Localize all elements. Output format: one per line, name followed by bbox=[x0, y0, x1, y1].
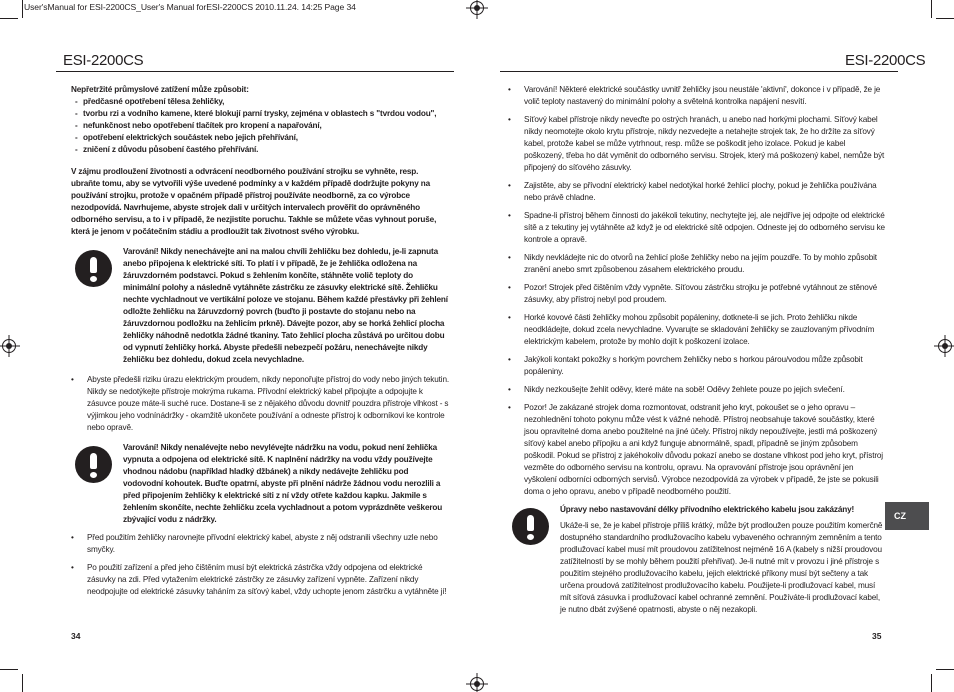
bullet-item bbox=[71, 532, 449, 556]
bullet-item bbox=[508, 402, 886, 498]
header-rule-left bbox=[56, 71, 454, 72]
crop-mark bbox=[936, 18, 954, 19]
list-item: - zničení z důvodu působení častého přehřívání. bbox=[83, 144, 449, 156]
bullet-text: • Spadne-li přístroj během činnosti do jakékoli tekutiny, nechytejte jej, ale nejdříve jej odpojte od elektrické sítě a z tekutiny jej vytáhněte až když je od elektrické sítě odpojen. Odneste jej do odborného servisu ke kontrole a opravě. bbox=[524, 211, 885, 244]
bullet-text: • Před použitím žehličky narovnejte přívodní elektrický kabel, abyste z něj odstranili všechny uzle nebo smyčky. bbox=[87, 533, 438, 554]
crop-mark bbox=[0, 18, 18, 19]
intro-title: Nepřetržité průmyslové zatížení může způsobit: bbox=[71, 85, 249, 94]
page-number-left: 34 bbox=[71, 631, 81, 641]
warning-block bbox=[71, 246, 449, 366]
page-number-right: 35 bbox=[872, 631, 882, 641]
crop-mark bbox=[22, 674, 23, 692]
model-title-right: ESI-2200CS bbox=[845, 52, 926, 69]
warning-exclamation-icon bbox=[75, 250, 112, 287]
bullet-item bbox=[508, 384, 886, 396]
registration-mark-icon bbox=[938, 339, 952, 353]
bullet-text: • Abyste předešli riziku úrazu elektrickým proudem, nikdy neponořujte přístroj do vody nebo jiných tekutin. Nikdy se nedotýkejte přístroje mokrýma rukama. Přívodní elektrický kabel připojujte a odpojujte k zásuvce pouze máte-li suché ruce. Dostane-li se z nějakého důvodu dovnitř pouzdra přístroje vlhkost - s výjimkou jeho vodnínádržky - okamžitě ukončete používání a odneste přístroj k odborníkovi ke kontrole nebo opravě. bbox=[87, 375, 449, 432]
bullet-item bbox=[508, 180, 886, 204]
causes-list bbox=[71, 96, 449, 156]
bullet-text: • Síťový kabel přístroje nikdy neveďte po ostrých hranách, u anebo nad horkými plochami. Síťový kabel nikdy neomotejte okolo krytu přístroje, nikdy nezvedejte a netahejte strojek tak, že ho držíte za síťový kabel, protože kabel se může vytrhnout, resp. může se poškodit jeho izolace. Pokud je kabel poškozený, třeba ho dát vyměnit do odborného servisu. Strojek, který má poškozený kabel, nemůže být připojený do síťového zásuvky. bbox=[524, 115, 885, 172]
list-item: - nefunkčnost nebo opotřebení tlačítek pro kropení a napařování, bbox=[83, 120, 449, 132]
bullet-text: • Pozor! Je zakázané strojek doma rozmontovat, odstranit jeho kryt, pokoušet se o jeho opravu – nezohlednění tohoto pokynu může vést k vážné nehodě. Přístroj neobsahuje takové součástky, které jsou opravitelné doma anebo použitelné na jiné účely. Přístroj nikdy nepoužívejte, jestli má poškozený síťový kabel anebo přípojku a ani když funguje abnormálně, spadl, případně se jiným způsobem poškodil. Pokud se přístroj z jakéhokoliv důvodu pokazí anebo se dostane vlhkost pod jeho kryt, přístroj vezměte do odborného servisu na kontrolu, opravu. Na opravování přístroje jsou oprávnění jen vyškolení odborníci odborných servisů. Výrobce nezodpovídá za výrobek v případě, že jste se pokusili doma o jeho opravu, anebo v případě neodborného použití. bbox=[524, 403, 883, 496]
left-column bbox=[71, 84, 449, 598]
model-title-left: ESI-2200CS bbox=[63, 52, 144, 69]
bullet-text: • Horké kovové části žehličky mohou způsobit popáleniny, dotknete-li se jich. Proto žehličku nikde neodkládejte, dokud zcela nevychladne. Vyvarujte se skladování žehličky se zauzlovaným přívodním elektrickým kabelem, protože by mohlo dojít k poškození izolace. bbox=[524, 313, 875, 346]
crop-mark bbox=[936, 669, 954, 670]
crop-mark bbox=[931, 674, 932, 692]
bullet-text: • Jakýkoli kontakt pokožky s horkým povrchem žehličky nebo s horkou párou/vodou může způsobit popáleniny. bbox=[524, 355, 863, 376]
list-item: - opotřebení elektrických součástek nebo jejich přehřívání, bbox=[83, 132, 449, 144]
language-tab: CZ bbox=[885, 502, 929, 530]
registration-mark-icon bbox=[470, 1, 484, 15]
list-item: - předčasné opotřebení tělesa žehličky, bbox=[83, 96, 449, 108]
bullet-text: • Zajistěte, aby se přívodní elektrický kabel nedotýkal horké žehlicí plochy, pokud je žehlička používána nebo právě chladne. bbox=[524, 181, 877, 202]
bullet-text: • Po použití zařízení a před jeho čištěním musí být elektrická zástrčka vždy odpojena od elektrické zásuvky na zdi. Před vytažením elektrické zástrčky ze zásuvky zařízení vypněte. Zařízení nikdy neodpojujte od elektrické zásuvky taháním za síťový kabel, vždy uchopte jenom zástrčku a vytáhněte jí! bbox=[87, 563, 447, 596]
warning-exclamation-icon bbox=[75, 446, 112, 483]
extension-cable-title: Úpravy nebo nastavování délky přívodního elektrického kabelu jsou zakázány! bbox=[560, 505, 855, 514]
bullet-text: • Pozor! Strojek před čištěním vždy vypněte. Síťovou zástrčku strojku je potřebné vytáhnout ze stěnové zásuvky, aby přístroj nebyl pod proudem. bbox=[524, 283, 878, 304]
warning-text: Varování! Nikdy nenalévejte nebo nevylévejte nádržku na vodu, pokud není žehlička vypnuta a odpojena od elektrické sítě. K naplnění nádržky na vodu vždy používejte vhodnou nádobu (například hladký džbánek) a nikdy nedávejte žehličku pod vodovodní kohoutek. Buďte opatrní, abyste při plnění nádrže žádnou vodu nerozlili a před připojením žehličky k elektrické síti z ní vždy otřete každou kapku. Jakmile s žehlením skončíte, nechte žehličku zcela vychladnout a potom vyprázdněte veškerou zbývající vodu z nádržky. bbox=[123, 443, 443, 524]
bullet-text: • Nikdy nevkládejte nic do otvorů na žehlicí ploše žehličky nebo na jejím pouzdře. To by mohlo způsobit zranění anebo smrt způsobenou zásahem elektrického proudu. bbox=[524, 253, 877, 274]
bullet-text: • Nikdy nezkoušejte žehlit oděvy, které máte na sobě! Oděvy žehlete pouze po jejich svlečení. bbox=[524, 385, 845, 394]
list-item: - tvorbu rzi a vodního kamene, které blokují parní trysky, zejména v oblastech s "tvrdou vodou", bbox=[83, 108, 449, 120]
extension-cable-text: Ukáže-li se, že je kabel přístroje příliš krátký, může být prodloužen pouze použitím komerčně dostupného standardního prodlužovacího kabelu vybaveného ochranným zemněním a tento prodlužovací kabel musí mít proudovou zatížitelnost nejméně 16 A (kabely s nižší proudovou zatížitelností by se mohly během použití přehřívat). Je-li nutné mít v provozu i jiné přístroje s použitím stejného prodlužovacího kabelu, jejich elektrické příkony musí být sečteny a tak určena proudová zatížitelnost prodlužovacího kabelu. Použijete-li prodlužovací kabel, musí mít síťová zásuvka i prodlužovací kabel ochranné zemnění. Používáte-li prodlužovací kabel, je nutno dbát zvýšené opatrnosti, abyste o něj nezakopli. bbox=[560, 521, 883, 614]
lifetime-paragraph: V zájmu prodloužení životnosti a odvrácení neodborného používání strojku se vyhněte, resp. ubraňte tomu, aby se vytvořili výše uvedené podmínky a v každém případě dodržujte pokyny na používání strojku, protože v opačném případě přístroj používáte neodborně, za co výrobce nezodpovídá. Navrhujeme, abyste strojek dali v určitých intervalech prověřit do oprávněného odborného servisu, a to i v případě, že nezjistíte poruchu. Takhle se můžete včas vyhnout poruše, která je jenom v počátečním stádiu a prodloužit tak životnost svého výrobku. bbox=[71, 167, 437, 236]
registration-mark-icon bbox=[470, 677, 484, 691]
bullet-item bbox=[508, 210, 886, 246]
warning-exclamation-icon bbox=[512, 508, 549, 545]
warning-block bbox=[508, 504, 886, 616]
bullet-item bbox=[508, 114, 886, 174]
bullet-item bbox=[508, 312, 886, 348]
crop-mark bbox=[0, 669, 18, 670]
bullet-text: • Varování! Některé elektrické součástky uvnitř žehličky jsou neustále 'aktivní', dokonce i v případě, že je volič teploty nastavený do minimální polohy a světelná kontrolka napájení nesvítí. bbox=[524, 85, 881, 106]
print-header: User'sManual for ESI-2200CS_User's Manual forESI-2200CS 2010.11.24. 14:25 Page 34 bbox=[24, 2, 356, 12]
bullet-item bbox=[508, 252, 886, 276]
bullet-item bbox=[508, 84, 886, 108]
right-column bbox=[508, 84, 886, 616]
warning-text: Varování! Nikdy nenechávejte ani na malou chvíli žehličku bez dohledu, je-li zapnuta anebo připojena k elektrické síti. To platí i v případě, že je žehlička odložena na žáruvzdorném podstavci. Pokud s žehlením končíte, stáhněte volič teploty do minimální polohy a následně vytáhněte zástrčku ze zásuvky elektrické sítě. Žehličku nechte vychladnout ve vertikální poloze ve stojanu. Během každé přestávky při žehlení odložte žehličku na žáruvzdorný povrch (buďto ji postavte do stojanu nebo na žáruvzdornou podložku na žehlicím prkně). Dávejte pozor, aby se horká žehlicí plocha žehličky náhodně nedotkla žádné tkaniny. Tato žehlicí plocha zůstává po určitou dobu od vypnutí žehličky horká. Abyste předešli nebezpečí požáru, nenechávejte nikdy žehličku bez dohledu, dokud zcela nevychladne. bbox=[123, 247, 448, 364]
bullet-item bbox=[508, 354, 886, 378]
bullet-item bbox=[71, 374, 449, 434]
bullet-item bbox=[508, 282, 886, 306]
warning-block bbox=[71, 442, 449, 526]
header-rule-right bbox=[500, 71, 898, 72]
bullet-item bbox=[71, 562, 449, 598]
crop-mark bbox=[22, 0, 23, 18]
registration-mark-icon bbox=[2, 339, 16, 353]
crop-mark bbox=[931, 0, 932, 18]
